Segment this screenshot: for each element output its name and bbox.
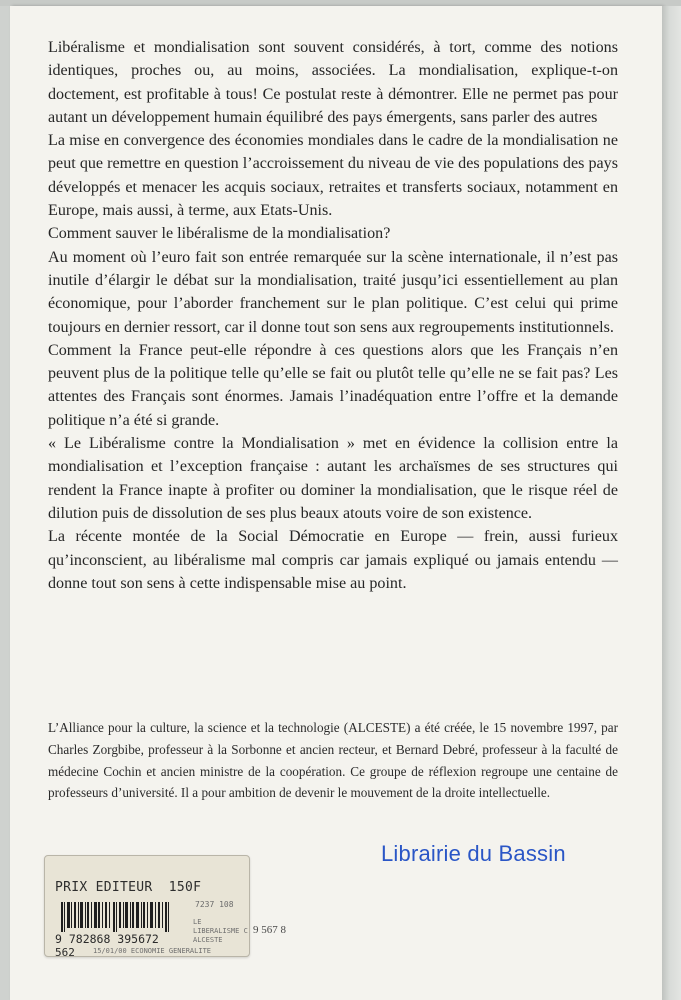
blurb-paragraph: « Le Libéralisme contre la Mondialisation » met en évidence la collision entre la mondialisation et l’exception française : autant les archaïsmes de ses structures qui rendent la France inapte à profiter ou dominer la mondialisation, que le risque réel de dilution puis de dissolution de ses plus beaux atouts voire de son existence. — [48, 435, 618, 522]
sticker-publisher: ALCESTE — [193, 936, 223, 944]
blurb-paragraph: Au moment où l’euro fait son entrée remarquée sur la scène internationale, il n’est pas inutile d’élargir le débat sur la mondialisation, traité jusqu’ici essentiellement au plan économique, pour l’aborder franchement sur le plan politique. C’est celui qui prime toujours en dernier ressort, car il donne tout son sens aux regroupements institutionnels. — [48, 248, 618, 336]
alceste-description: L’Alliance pour la culture, la science et la technologie (ALCESTE) a été créée, le 15 novembre 1997, par Charles Zorgbibe, professeur à la Sorbonne et ancien recteur, et Bernard Debré, professeur à la faculté de médecine Cochin et ancien ministre de la coopération. Ce groupe de réflexion regroupe une centaine de professeurs d’université. Il a pour ambition de devenir le mouvement de la droite intellectuelle. — [48, 720, 618, 801]
price-value: 150F — [168, 880, 202, 895]
price-sticker — [44, 855, 250, 957]
blurb-paragraph: Comment la France peut-elle répondre à ces questions alors que les Français n’en peuvent plus de la politique telle qu’elle se fait ou plutôt telle qu’elle ne se fait pas? Les attentes des Français sont énormes. Jamais l’inadéquation entre l’offre et la demande politique n’a été si grande. — [48, 341, 618, 429]
blurb — [48, 36, 618, 595]
sticker-title — [193, 918, 249, 945]
cover-edge — [662, 6, 681, 1000]
isbn-tail: 562 — [55, 946, 75, 959]
blurb-paragraph: La récente montée de la Social Démocratie en Europe — frein, aussi furieux qu’inconscient, au libéralisme mal compris car jamais expliqué ou jamais entendu — donne tout son sens à cette indispensable mise au point. — [48, 528, 618, 592]
sticker-title-line: LE LIBERALISME C — [193, 918, 248, 935]
isbn-digits: 9 782868 395672 — [55, 932, 159, 946]
isbn-suffix: 9 567 8 — [253, 924, 286, 936]
blurb-paragraph: Libéralisme et mondialisation sont souvent considérés, à tort, comme des notions identiques, proches ou, au moins, associées. La mondialisation, explique-t-on doctement, est profitable à tous! Ce postulat reste à démontrer. Elle ne permet pas pour autant un développement humain équilibré des pays émergents, sans parler des autres — [48, 39, 618, 126]
barcode-icon — [61, 902, 171, 932]
price-line — [55, 880, 201, 895]
blurb-paragraph: Comment sauver le libéralisme de la mondialisation? — [48, 225, 391, 243]
sticker-date-category: 15/01/00 ECONOMIE GENERALITE — [93, 947, 212, 955]
blurb-paragraph: La mise en convergence des économies mondiales dans le cadre de la mondialisation ne peut que remettre en question l’accroissement du niveau de vie des populations des pays développés et menacer les acquis sociaux, retraites et transferts sociaux, notamment en Europe, mais aussi, à terme, aux Etats-Unis. — [48, 132, 618, 220]
bookseller-watermark: Librairie du Bassin — [381, 841, 566, 866]
sticker-code: 7237 108 — [195, 900, 234, 909]
price-label: PRIX EDITEUR — [55, 880, 153, 895]
